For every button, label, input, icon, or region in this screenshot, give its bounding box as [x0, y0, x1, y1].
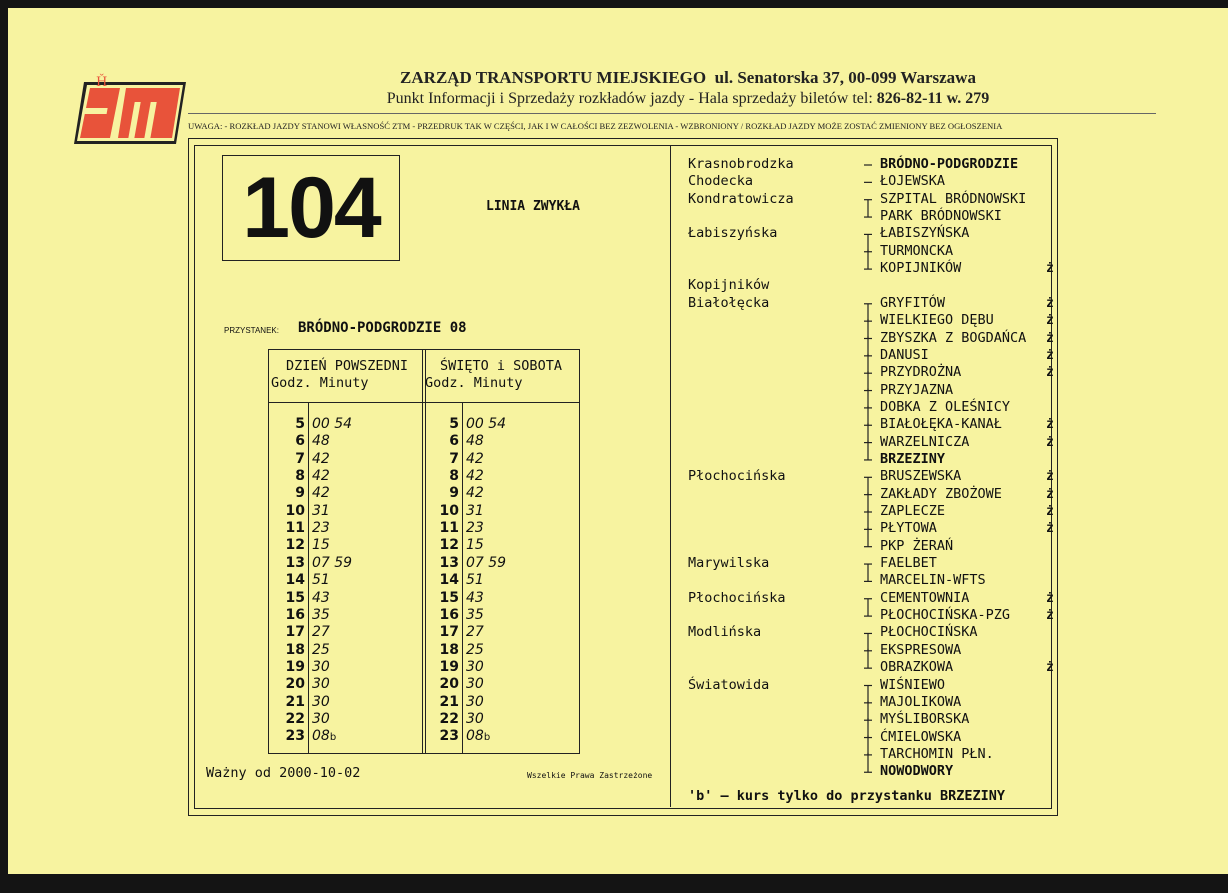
rights-reserved: Wszelkie Prawa Zastrzeżone [527, 771, 653, 780]
route-stop: WIŚNIEWO [880, 676, 946, 693]
route-stop: WIELKIEGO DĘBU [880, 312, 994, 329]
route-stop: NOWODWORY [880, 763, 954, 780]
hour: 12 [285, 537, 305, 554]
route-stop: OBRAZKOWA [880, 659, 954, 676]
minutes: 42 [312, 450, 330, 467]
on-request-mark: ż [1046, 295, 1054, 311]
hour: 22 [439, 710, 459, 727]
route-stop: PARK BRÓDNOWSKI [880, 208, 1002, 225]
hour: 15 [285, 589, 305, 606]
hour: 5 [295, 416, 305, 432]
hour: 21 [439, 693, 459, 710]
minutes: 51 [312, 572, 330, 589]
trip-mark: b [329, 732, 337, 744]
hour: 18 [285, 641, 305, 658]
holiday-title: ŚWIĘTO i SOBOTA [440, 358, 562, 374]
route-stop: FAELBET [880, 555, 937, 572]
minutes: 07 59 [312, 554, 353, 571]
hour: 7 [295, 450, 305, 467]
route-street: Chodecka [688, 173, 754, 190]
stop-name: BRÓDNO-PODGRODZIE 08 [298, 320, 467, 336]
minutes: 42 [312, 485, 330, 502]
minutes: 30 [312, 693, 330, 710]
route-stop: WARZELNICZA [880, 433, 970, 450]
route-street: Kondratowicza [688, 190, 794, 207]
route-stop: PRZYDROŻNA [880, 364, 962, 381]
minutes: 31 [466, 502, 484, 519]
minutes: 00 54 [466, 416, 507, 432]
route-stop: ĆMIELOWSKA [880, 728, 962, 745]
route-stop: DANUSI [880, 346, 929, 363]
route-stop: SZPITAL BRÓDNOWSKI [880, 190, 1027, 207]
route-stop: ZAKŁADY ZBOŻOWE [880, 485, 1002, 502]
hour: 10 [439, 502, 459, 519]
route-stop: PKP ŻERAŃ [880, 537, 954, 554]
minutes: 00 54 [312, 416, 353, 432]
route-street: Płochocińska [688, 589, 786, 606]
hour: 13 [439, 554, 459, 571]
weekday-subheader: Godz. Minuty [271, 375, 369, 391]
on-request-mark: ż [1046, 521, 1054, 537]
hour: 15 [439, 589, 459, 606]
on-request-mark: ż [1046, 417, 1054, 433]
minutes: 43 [466, 589, 484, 606]
hour: 16 [285, 606, 305, 623]
minutes: 23 [466, 520, 484, 537]
route-stop: ŁOJEWSKA [880, 173, 946, 190]
hour: 16 [439, 606, 459, 623]
footnote: 'b' – kurs tylko do przystanku BRZEZINY [688, 788, 1005, 804]
minutes: 27 [312, 624, 330, 641]
minutes: 30 [466, 658, 484, 675]
hour: 19 [285, 658, 305, 675]
route-street: Białołęcka [688, 294, 770, 311]
route-stop: PŁOCHOCIŃSKA [880, 624, 978, 641]
hour: 12 [439, 537, 459, 554]
hour: 22 [285, 710, 305, 727]
route-stop: MYŚLIBORSKA [880, 711, 970, 728]
route-stop: TURMONCKA [880, 242, 954, 259]
hour: 9 [295, 485, 305, 502]
minutes: 42 [312, 468, 330, 485]
on-request-mark: ż [1046, 330, 1054, 346]
route-street: Krasnobrodzka [688, 156, 794, 172]
hour: 8 [449, 468, 459, 485]
line-number: 104 [222, 155, 400, 261]
minutes: 30 [312, 658, 330, 675]
hour: 13 [285, 554, 305, 571]
hour: 11 [439, 520, 459, 537]
route-stop: BRZEZINY [880, 450, 946, 467]
hour: 9 [449, 485, 459, 502]
minutes: 30 [466, 693, 484, 710]
header-info: Punkt Informacji i Sprzedaży rozkładów jazdy - Hala sprzedaży biletów tel: 826-82-11 w. 279 [386, 90, 990, 107]
minutes: 25 [466, 641, 484, 658]
minutes: 42 [466, 450, 484, 467]
on-request-mark: ż [1046, 347, 1054, 363]
on-request-mark: ż [1046, 365, 1054, 381]
on-request-mark: ż [1046, 608, 1054, 624]
minutes: 35 [312, 606, 330, 623]
route-stop: ZBYSZKA Z BOGDAŃCA [880, 329, 1027, 346]
hour: 14 [439, 572, 459, 589]
minutes: 08b [466, 728, 491, 745]
hour: 23 [285, 728, 305, 745]
on-request-mark: ż [1046, 261, 1054, 277]
hour: 18 [439, 641, 459, 658]
header-org: ZARZĄD TRANSPORTU MIEJSKIEGO ul. Senatorska 37, 00-099 Warszawa [400, 68, 976, 87]
hour: 21 [285, 693, 305, 710]
hour: 17 [439, 624, 459, 641]
hour: 5 [449, 416, 459, 432]
minutes: 30 [312, 676, 330, 693]
route-street: Kopijników [688, 277, 770, 294]
hour: 11 [285, 520, 305, 537]
minutes: 42 [466, 485, 484, 502]
minutes: 07 59 [466, 554, 507, 571]
minutes: 27 [466, 624, 484, 641]
hour: 20 [439, 676, 459, 693]
route-stop: MAJOLIKOWA [880, 693, 962, 710]
route-stop: TARCHOMIN PŁN. [880, 745, 994, 762]
hour: 23 [439, 728, 459, 745]
route-stop: EKSPRESOWA [880, 641, 962, 658]
route-stop: PRZYJAZNA [880, 381, 954, 398]
minutes: 08b [312, 728, 337, 745]
minutes: 48 [466, 433, 484, 450]
route-street: Łabiszyńska [688, 225, 778, 242]
route-stop: BRUSZEWSKA [880, 468, 962, 485]
minutes: 30 [312, 710, 330, 727]
minutes: 25 [312, 641, 330, 658]
hour: 7 [449, 450, 459, 467]
minutes: 43 [312, 589, 330, 606]
hour: 6 [449, 433, 459, 450]
minutes: 42 [466, 468, 484, 485]
on-request-mark: ż [1046, 434, 1054, 450]
route-street: Modlińska [688, 624, 762, 641]
route-stop: GRYFITÓW [880, 294, 946, 311]
holiday-subheader: Godz. Minuty [425, 375, 523, 391]
minutes: 15 [466, 537, 484, 554]
route-stop: PŁOCHOCIŃSKA-PZG [880, 607, 1011, 624]
route-stop: KOPIJNIKÓW [880, 260, 962, 277]
hour: 10 [285, 502, 305, 519]
route-stop: BIAŁOŁĘKA-KANAŁ [880, 416, 1002, 433]
svg-text:Ȟ: Ȟ [96, 75, 108, 90]
trip-mark: b [483, 732, 491, 744]
route-stop: PŁYTOWA [880, 520, 937, 537]
minutes: 30 [466, 710, 484, 727]
route-stop: CEMENTOWNIA [880, 589, 970, 606]
route-stop: ZAPLECZE [880, 503, 946, 519]
route-street: Marywilska [688, 555, 770, 572]
hour: 14 [285, 572, 305, 589]
route-stop: ŁABISZYŃSKA [880, 225, 970, 242]
hour: 6 [295, 433, 305, 450]
weekday-title: DZIEŃ POWSZEDNI [286, 358, 408, 374]
minutes: 48 [312, 433, 330, 450]
minutes: 30 [466, 676, 484, 693]
hour: 8 [295, 468, 305, 485]
on-request-mark: ż [1046, 660, 1054, 676]
stop-label: PRZYSTANEK: [224, 326, 279, 335]
minutes: 51 [466, 572, 484, 589]
line-type: LINIA ZWYKŁA [486, 199, 580, 214]
on-request-mark: ż [1046, 469, 1054, 485]
on-request-mark: ż [1046, 313, 1054, 329]
hour: 17 [285, 624, 305, 641]
minutes: 31 [312, 502, 330, 519]
hour: 19 [439, 658, 459, 675]
on-request-mark: ż [1046, 486, 1054, 502]
route-street: Płochocińska [688, 468, 786, 485]
route-stop: DOBKA Z OLEŚNICY [880, 398, 1011, 415]
route-stop: MARCELIN-WFTS [880, 572, 986, 589]
on-request-mark: ż [1046, 590, 1054, 606]
route-stop: BRÓDNO-PODGRODZIE [880, 156, 1019, 172]
on-request-mark: ż [1046, 504, 1054, 519]
minutes: 15 [312, 537, 330, 554]
route-street: Światowida [688, 676, 770, 693]
minutes: 23 [312, 520, 330, 537]
minutes: 35 [466, 606, 484, 623]
hour: 20 [285, 676, 305, 693]
copyright-notice: UWAGA: - ROZKŁAD JAZDY STANOWI WŁASNOŚĆ ZTM - PRZEDRUK TAK W CZĘŚCI, JAK I W CAŁOŚCI BEZ ZEZWOLENIA - WZBRONIONY / ROZKŁAD JAZDY MOŻE ZOSTAĆ ZMIENIONY BEZ OGŁOSZENIA [188, 121, 1003, 131]
valid-from: Ważny od 2000-10-02 [206, 765, 361, 781]
